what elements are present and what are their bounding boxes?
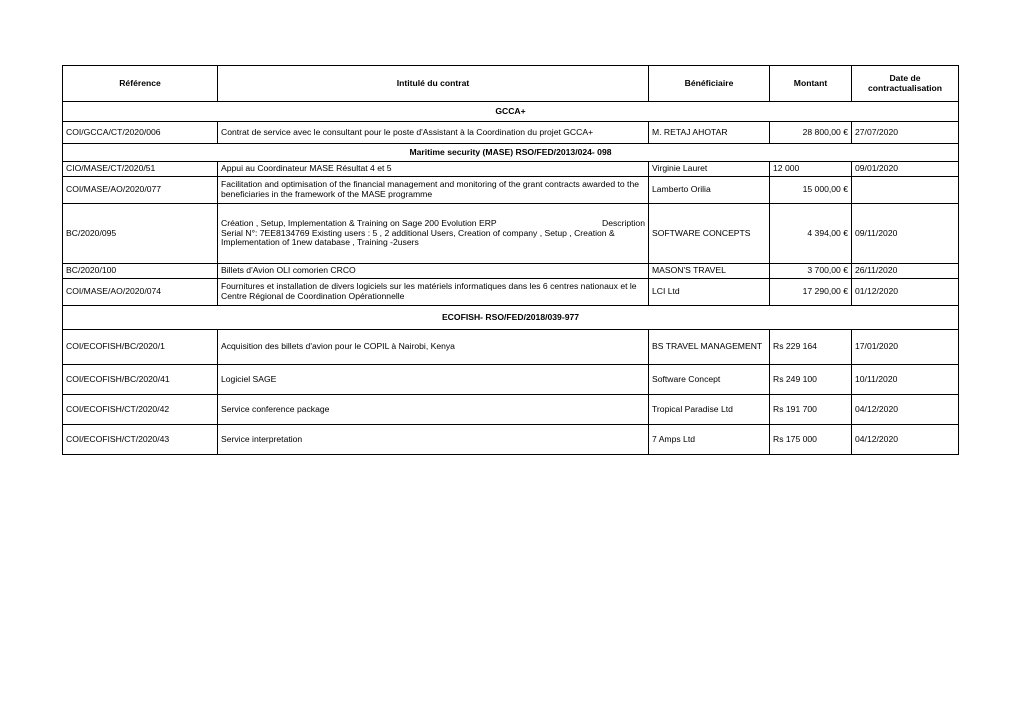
table-row: [63, 425, 959, 455]
header-contract-title: Intitulé du contrat: [218, 66, 649, 102]
section-row-gcca: [63, 102, 959, 122]
title-cell: Appui au Coordinateur MASE Résultat 4 et 5: [218, 162, 649, 177]
beneficiary-cell: MASON'S TRAVEL: [649, 264, 770, 279]
title-cell: Facilitation and optimisation of the financial management and monitoring of the grant contracts awarded to the beneficiaries in the framework of the MASE programme: [218, 177, 649, 204]
reference-cell: COI/ECOFISH/BC/2020/1: [63, 330, 218, 365]
section-row-ecofish: [63, 306, 959, 330]
beneficiary-cell: BS TRAVEL MANAGEMENT: [649, 330, 770, 365]
date-cell: 26/11/2020: [852, 264, 959, 279]
amount-cell: Rs 175 000: [770, 425, 852, 455]
date-cell: 01/12/2020: [852, 279, 959, 306]
table-row: [63, 330, 959, 365]
reference-cell: COI/GCCA/CT/2020/006: [63, 122, 218, 144]
reference-cell: COI/ECOFISH/BC/2020/41: [63, 365, 218, 395]
section-title: ECOFISH- RSO/FED/2018/039-977: [63, 306, 959, 330]
title-cell: Service interpretation: [218, 425, 649, 455]
amount-cell: Rs 229 164: [770, 330, 852, 365]
section-row-mase: [63, 144, 959, 162]
amount-cell: 17 290,00 €: [770, 279, 852, 306]
reference-cell: COI/ECOFISH/CT/2020/43: [63, 425, 218, 455]
beneficiary-cell: Software Concept: [649, 365, 770, 395]
beneficiary-cell: Lamberto Orilia: [649, 177, 770, 204]
table-row: [63, 365, 959, 395]
header-amount: Montant: [770, 66, 852, 102]
table-row: [63, 162, 959, 177]
header-contract-date: Date de contractualisation: [852, 66, 959, 102]
date-cell: [852, 177, 959, 204]
table-row: [63, 177, 959, 204]
header-row: [63, 66, 959, 102]
reference-cell: COI/MASE/AO/2020/074: [63, 279, 218, 306]
table-row: [63, 395, 959, 425]
table-row: [63, 279, 959, 306]
reference-cell: BC/2020/100: [63, 264, 218, 279]
section-title: Maritime security (MASE) RSO/FED/2013/024- 098: [63, 144, 959, 162]
amount-cell: Rs 249 100: [770, 365, 852, 395]
beneficiary-cell: M. RETAJ AHOTAR: [649, 122, 770, 144]
title-text: Création , Setup, Implementation & Training on Sage 200 Evolution ERP: [221, 217, 497, 228]
amount-cell: 3 700,00 €: [770, 264, 852, 279]
header-reference: Référence: [63, 66, 218, 102]
title-cell: Logiciel SAGE: [218, 365, 649, 395]
table-row: [63, 264, 959, 279]
title-cell: Fournitures et installation de divers logiciels sur les matériels informatiques dans les 6 centres nationaux et le Centre Régional de Coordination Opérationnelle: [218, 279, 649, 306]
amount-cell: 15 000,00 €: [770, 177, 852, 204]
amount-cell: 4 394,00 €: [770, 204, 852, 264]
beneficiary-cell: Virginie Lauret: [649, 162, 770, 177]
beneficiary-cell: LCI Ltd: [649, 279, 770, 306]
header-beneficiary: Bénéficiaire: [649, 66, 770, 102]
table-row: [63, 204, 959, 264]
reference-cell: COI/MASE/AO/2020/077: [63, 177, 218, 204]
beneficiary-cell: SOFTWARE CONCEPTS: [649, 204, 770, 264]
title-cell: Acquisition des billets d'avion pour le COPIL à Nairobi, Kenya: [218, 330, 649, 365]
date-cell: 09/01/2020: [852, 162, 959, 177]
title-details: Serial N°: 7EE8134769 Existing users : 5 , 2 additional Users, Creation of company , Setup , Creation & Implementation of 1new database , Training -2users: [221, 227, 615, 248]
description-label: Description: [602, 217, 645, 228]
title-cell: Service conference package: [218, 395, 649, 425]
beneficiary-cell: 7 Amps Ltd: [649, 425, 770, 455]
beneficiary-cell: Tropical Paradise Ltd: [649, 395, 770, 425]
table-row: [63, 122, 959, 144]
amount-cell: Rs 191 700: [770, 395, 852, 425]
reference-cell: CIO/MASE/CT/2020/51: [63, 162, 218, 177]
title-cell: Billets d'Avion OLI comorien CRCO: [218, 264, 649, 279]
title-cell: Contrat de service avec le consultant pour le poste d'Assistant à la Coordination du projet GCCA+: [218, 122, 649, 144]
amount-cell: 12 000: [770, 162, 852, 177]
date-cell: 09/11/2020: [852, 204, 959, 264]
reference-cell: BC/2020/095: [63, 204, 218, 264]
amount-cell: 28 800,00 €: [770, 122, 852, 144]
section-title: GCCA+: [63, 102, 959, 122]
date-cell: 17/01/2020: [852, 330, 959, 365]
title-cell: [218, 204, 649, 264]
date-cell: 10/11/2020: [852, 365, 959, 395]
contracts-table: [62, 65, 959, 455]
date-cell: 04/12/2020: [852, 425, 959, 455]
date-cell: 04/12/2020: [852, 395, 959, 425]
reference-cell: COI/ECOFISH/CT/2020/42: [63, 395, 218, 425]
date-cell: 27/07/2020: [852, 122, 959, 144]
